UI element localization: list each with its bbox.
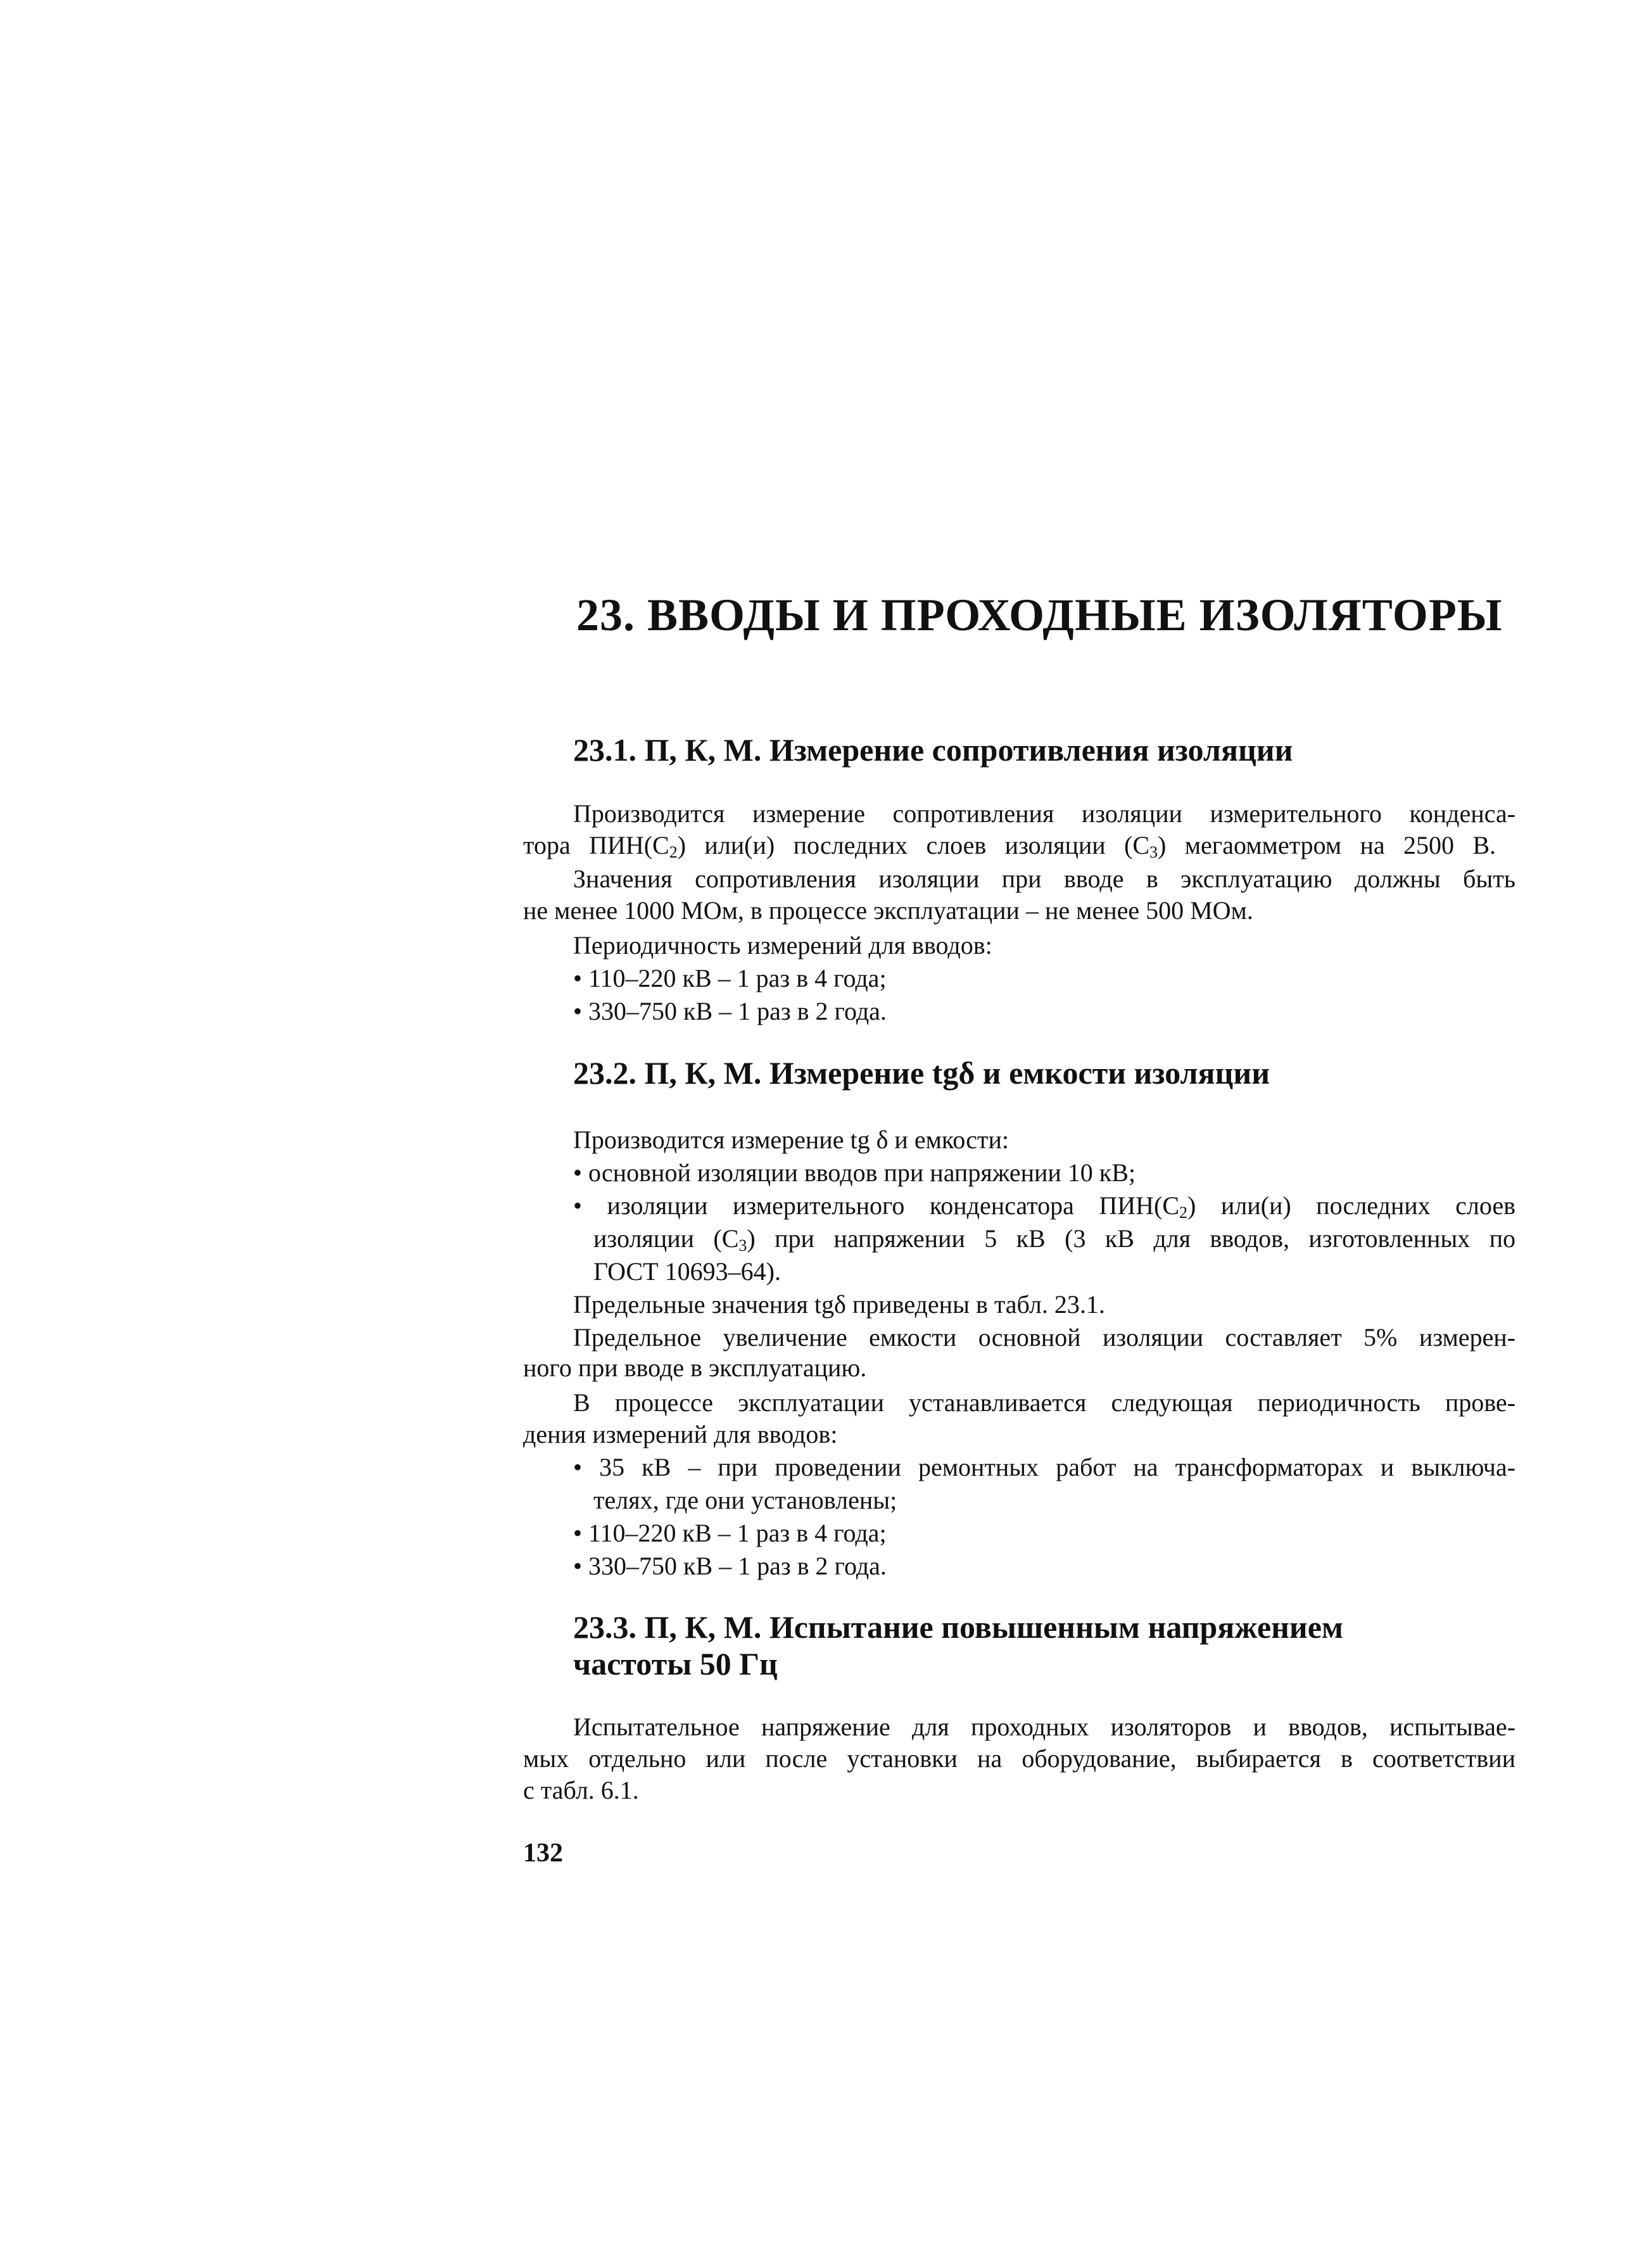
- s2-bullet-3-line-1: • 35 кВ – при проведении ремонтных работ на трансформаторах и выключа-: [573, 1453, 1516, 1481]
- s2-bullet-2-line-1: • изоляции измерительного конденсатора $ПИН(С_2)$ или(и) последних слоев: [573, 1191, 1516, 1222]
- s1-paragraph-2-line-1: Значения сопротивления изоляции при вводе в эксплуатацию должны быть: [573, 865, 1516, 893]
- s2-bullet-3-line-2: телях, где они установлены;: [593, 1486, 897, 1514]
- s2-bullet-1: • основной изоляции вводов при напряжении 10 кВ;: [573, 1158, 1136, 1187]
- s3-paragraph-1-line-1: Испытательное напряжение для проходных изоляторов и вводов, испытывае-: [573, 1713, 1516, 1741]
- s2-paragraph-4-line-1: В процессе эксплуатации устанавливается следующая периодичность прове-: [573, 1388, 1516, 1417]
- section-title-23-3-line-1: 23.3. П, К, М. Испытание повышенным напряжением: [573, 1609, 1343, 1645]
- section-title-23-3-line-2: частоты 50 Гц: [573, 1646, 778, 1682]
- s3-paragraph-1-line-2: мых отдельно или после установки на оборудование, выбирается в соответствии: [523, 1744, 1516, 1773]
- s2-paragraph-2: Предельные значения tgδ приведены в табл. 23.1.: [573, 1290, 1105, 1319]
- s1-bullet-1: • 110–220 кВ – 1 раз в 4 года;: [573, 964, 887, 992]
- s1-paragraph-2-line-2: не менее 1000 МОм, в процессе эксплуатации – не менее 500 МОм.: [523, 896, 1253, 925]
- s2-paragraph-3-line-2: ного при вводе в эксплуатацию.: [523, 1353, 867, 1382]
- s1-paragraph-1-line-1: Производится измерение сопротивления изоляции измерительного конденса-: [573, 799, 1516, 828]
- s2-paragraph-3-line-1: Предельное увеличение емкости основной изоляции составляет 5% измерен-: [573, 1323, 1516, 1352]
- s3-paragraph-1-line-3: с табл. 6.1.: [523, 1776, 639, 1804]
- section-title-23-2: 23.2. П, К, М. Измерение tgδ и емкости изоляции: [573, 1055, 1270, 1091]
- s2-paragraph-4-line-2: дения измерений для вводов:: [523, 1420, 838, 1448]
- s1-bullet-2: • 330–750 кВ – 1 раз в 2 года.: [573, 997, 887, 1025]
- s1-paragraph-3: Периодичность измерений для вводов:: [573, 931, 992, 960]
- chapter-title: 23. ВВОДЫ И ПРОХОДНЫЕ ИЗОЛЯТОРЫ: [576, 590, 1503, 640]
- s1-paragraph-1-line-2: тора $ПИН(С_2)$ или(и) последних слоев изоляции $(С_3)$ мегаомметром на 2500 В.: [523, 831, 1497, 861]
- s2-bullet-2-line-3: ГОСТ 10693–64).: [593, 1257, 781, 1286]
- s2-paragraph-1: Производится измерение tg δ и емкости:: [573, 1125, 1009, 1154]
- s2-bullet-2-line-2: изоляции $(С_3)$ при напряжении 5 кВ (3 кВ для вводов, изготовленных по: [593, 1224, 1516, 1255]
- s2-bullet-4: • 110–220 кВ – 1 раз в 4 года;: [573, 1519, 887, 1547]
- s2-bullet-5: • 330–750 кВ – 1 раз в 2 года.: [573, 1552, 887, 1580]
- page-number: 132: [523, 1839, 563, 1868]
- section-title-23-1: 23.1. П, К, М. Измерение сопротивления изоляции: [573, 732, 1293, 768]
